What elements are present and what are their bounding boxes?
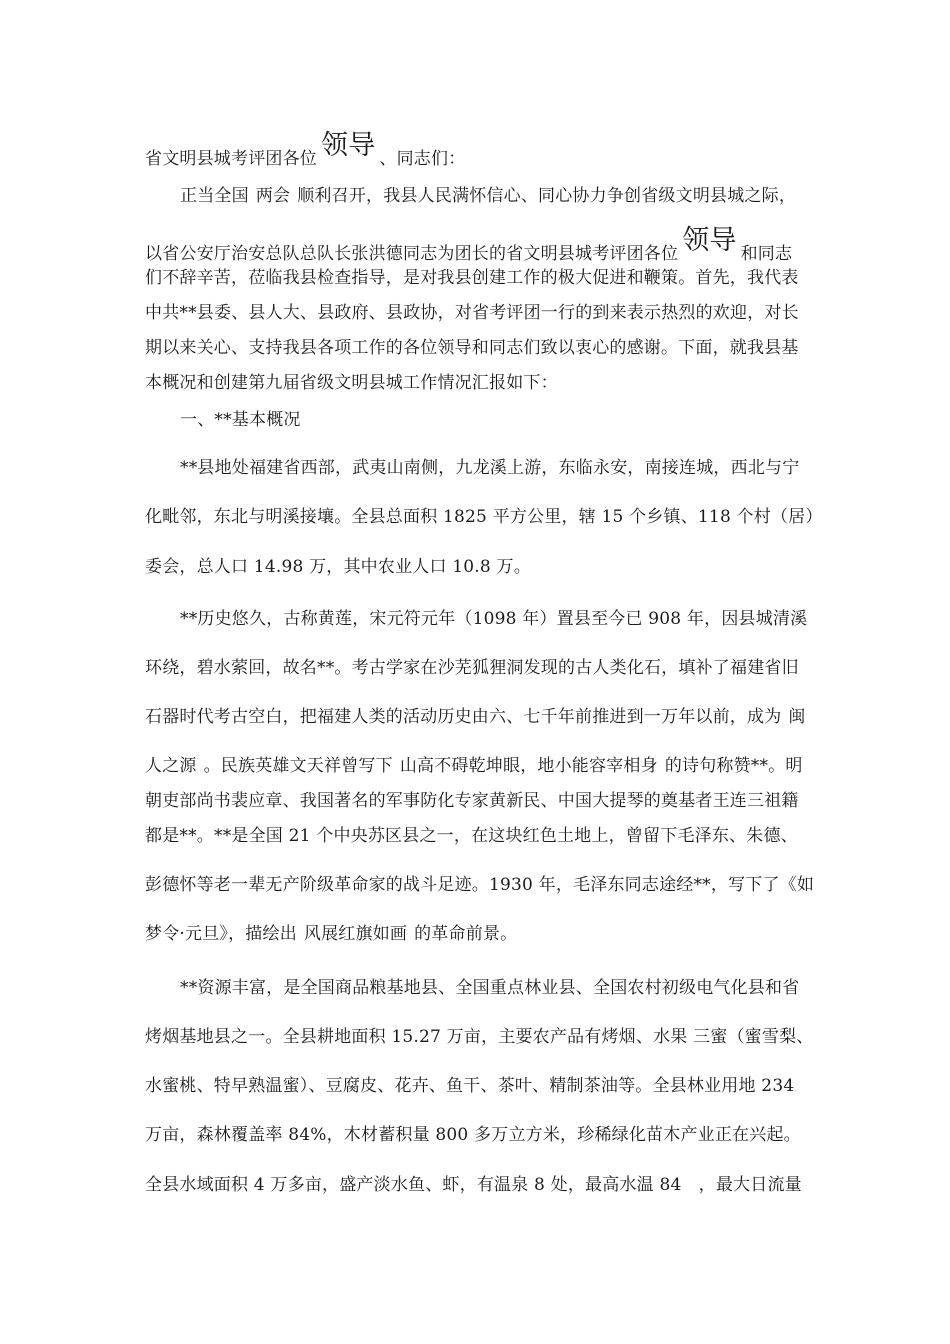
p1-line-3: 们不辞辛苦，莅临我县检查指导，是对我县创建工作的极大促进和鞭策。首先，我代表 [145,268,799,288]
p1-l1-a: 正当全国 [180,186,249,206]
section-heading: 一、**基本概况 [180,410,301,430]
p3-l4-c: 山高不碍乾坤眼，地小能容宰相身 [399,756,658,776]
p3-l8-c: 的革命前景。 [414,924,518,944]
p1-line-5: 期以来关心、支持我县各项工作的各位领导和同志们致以衷心的感谢。下面，就我县基 [145,338,799,358]
p3-l4-b: 。民族英雄文天祥曾写下 [203,756,393,776]
p3-line-5: 朝吏部尚书裴应章、我国著名的军事防化专家黄新民、中国大提琴的奠基者王连三祖籍 [145,791,799,811]
p3-line-2: 环绕，碧水萦回，故名**。考古学家在沙芜狐狸洞发现的古人类化石，填补了福建省旧 [145,658,799,678]
p1-line-4: 中共**县委、县人大、县政府、县政协，对省考评团一行的到来表示热烈的欢迎，对长 [145,303,799,323]
p3-line-7: 彭德怀等老一辈无产阶级革命家的战斗足迹。1930 年，毛泽东同志途经**，写下了《如 [145,875,815,895]
p3-line-1: **历史悠久，古称黄莲，宋元符元年（1098 年）置县至今已 908 年，因县城清溪 [180,609,808,629]
p1-l2-b: 和同志 [740,244,793,264]
p4-line-1: **资源丰富，是全国商品粮基地县、全国重点林业县、全国农村初级电气化县和省 [180,978,800,998]
p4-line-4: 万亩，森林覆盖率 84%，木材蓄积量 800 多万立方米，珍稀绿化苗木产业正在兴起。 [145,1125,801,1145]
p3-l3-b: 闽 [788,707,806,727]
p2-line-3: 委会，总人口 14.98 万，其中农业人口 10.8 万。 [145,557,531,577]
p1-l2-big-word: 领导 [682,225,737,256]
salutation-pre: 省文明县城考评团各位 [145,149,317,169]
p1-line-2 [145,225,793,267]
p1-l1-b: 两会 [255,186,291,206]
p3-line-4 [145,751,803,776]
p3-l3-text: 石器时代考古空白，把福建人类的活动历史由六、七千年前推进到一万年以前，成为 [145,707,782,727]
p3-l8-b: 风展红旗如画 [303,924,408,944]
p3-l8-a: 梦令·元旦》，描绘出 [145,924,297,944]
p2-line-2: 化毗邻，东北与明溪接壤。全县总面积 1825 平方公里，辖 15 个乡镇、118 个村（居） [145,507,823,527]
salutation-post: 、同志们： [379,149,466,169]
salutation [145,130,466,172]
p4-line-3: 水蜜桃、特早熟温蜜）、豆腐皮、花卉、鱼干、茶叶、精制茶油等。全县林业用地 234 [145,1076,795,1096]
p1-l1-c: 顺利召开，我县人民满怀信心、同心协力争创省级文明县城之际， [297,186,797,206]
p4-line-5: 全县水域面积 4 万多亩，盛产淡水鱼、虾，有温泉 8 处，最高水温 84 ，最大日流量 [145,1175,802,1195]
p3-line-3 [145,702,806,727]
p4-line-2: 烤烟基地县之一。全县耕地面积 15.27 万亩，主要农产品有烤烟、水果 三蜜（蜜雪梨、 [145,1027,814,1047]
p3-l4-a: 人之源 [145,756,197,776]
salutation-big-word: 领导 [321,130,376,161]
p1-line-6: 本概况和创建第九届省级文明县城工作情况汇报如下： [145,373,558,393]
p3-line-8 [145,919,517,944]
p2-line-1: **县地处福建省西部，武夷山南侧，九龙溪上游，东临永安，南接连城，西北与宁 [180,458,800,478]
p3-l4-d: 的诗句称赞**。明 [664,756,803,776]
p3-line-6: 都是**。**是全国 21 个中央苏区县之一，在这块红色土地上，曾留下毛泽东、朱德、 [145,826,798,846]
p1-l2-a: 以省公安厅治安总队总队长张洪德同志为团长的省文明县城考评团各位 [145,244,679,264]
p1-line-1 [180,181,796,206]
